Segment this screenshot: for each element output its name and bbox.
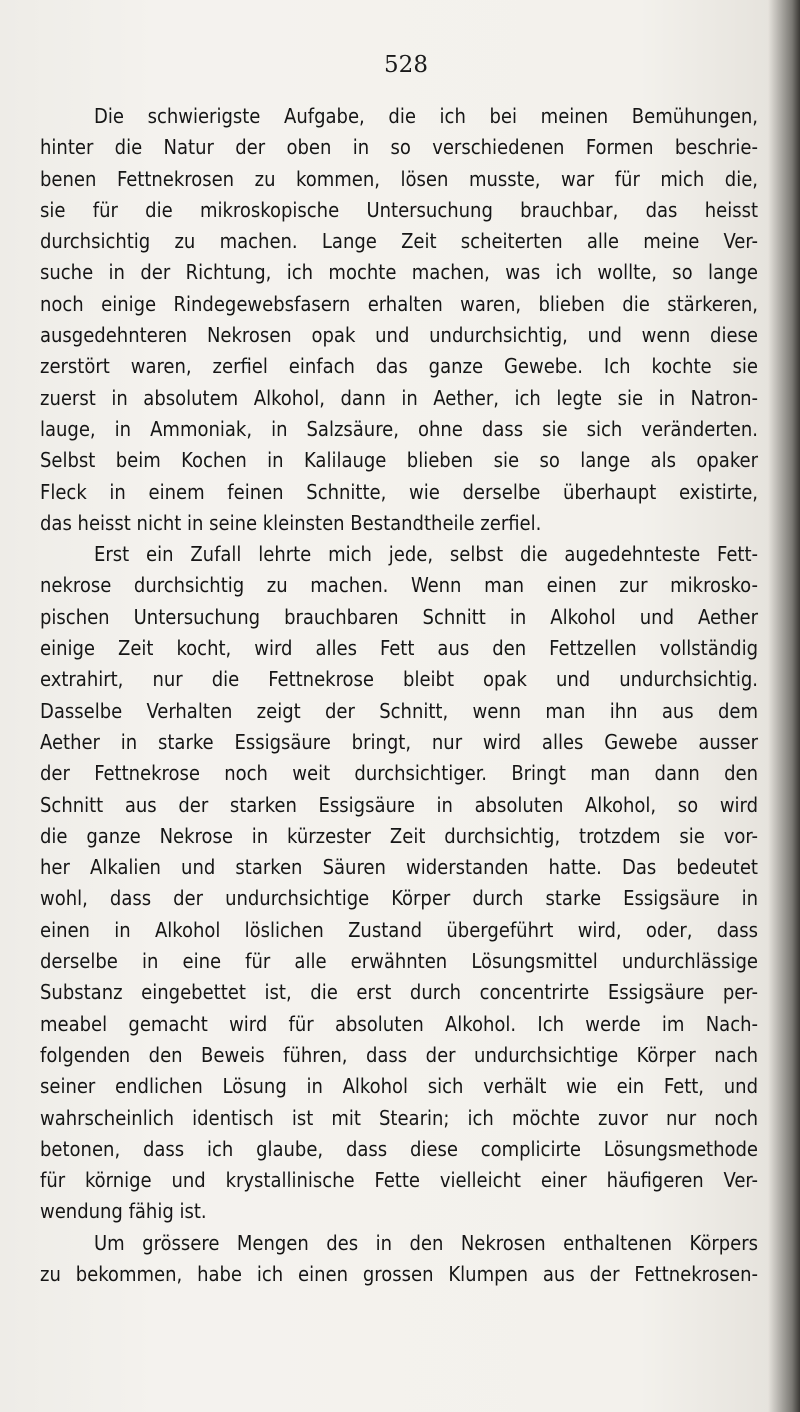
- text-line: suche in der Richtung, ich mochte machen, was ich wollte, so lange: [40, 260, 758, 285]
- text-line: Schnitt aus der starken Essigsäure in absoluten Alkohol, so wird: [40, 792, 758, 817]
- text-line: für körnige und krystallinische Fette vielleicht einer häufigeren Ver-: [40, 1168, 758, 1193]
- text-line: ausgedehnteren Nekrosen opak und undurchsichtig, und wenn diese: [40, 323, 758, 348]
- text-line: durchsichtig zu machen. Lange Zeit scheiterten alle meine Ver-: [40, 229, 758, 254]
- text-line: sie für die mikroskopische Untersuchung brauchbar, das heisst: [40, 197, 758, 222]
- text-line: zerstört waren, zerfiel einfach das ganze Gewebe. Ich kochte sie: [40, 354, 758, 379]
- paragraph-2: [40, 539, 758, 1228]
- text-line: Aether in starke Essigsäure bringt, nur wird alles Gewebe ausser: [40, 729, 758, 754]
- text-line: nekrose durchsichtig zu machen. Wenn man einen zur mikrosko-: [40, 573, 758, 598]
- text-line: lauge, in Ammoniak, in Salzsäure, ohne dass sie sich veränderten.: [40, 416, 758, 441]
- text-line: das heisst nicht in seine kleinsten Bestandtheile zerfiel.: [40, 510, 542, 535]
- text-line: Um grössere Mengen des in den Nekrosen enthaltenen Körpers: [94, 1230, 758, 1255]
- text-line: der Fettnekrose noch weit durchsichtiger. Bringt man dann den: [40, 761, 758, 786]
- text-line: pischen Untersuchung brauchbaren Schnitt in Alkohol und Aether: [40, 604, 758, 629]
- text-line: zu bekommen, habe ich einen grossen Klumpen aus der Fettnekrosen-: [40, 1261, 758, 1286]
- text-line: Fleck in einem feinen Schnitte, wie derselbe überhaupt existirte,: [40, 479, 758, 504]
- text-line: noch einige Rindegewebsfasern erhalten waren, blieben die stärkeren,: [40, 291, 758, 316]
- paragraph-3: [40, 1228, 758, 1291]
- text-line: einige Zeit kocht, wird alles Fett aus den Fettzellen vollständig: [40, 636, 758, 661]
- text-line: betonen, dass ich glaube, dass diese complicirte Lösungsmethode: [40, 1136, 758, 1161]
- text-line: meabel gemacht wird für absoluten Alkohol. Ich werde im Nach-: [40, 1011, 758, 1036]
- text-line: einen in Alkohol löslichen Zustand übergeführt wird, oder, dass: [40, 917, 758, 942]
- text-line: derselbe in eine für alle erwähnten Lösungsmittel undurchlässige: [40, 949, 758, 974]
- text-line: Dasselbe Verhalten zeigt der Schnitt, wenn man ihn aus dem: [40, 698, 758, 723]
- body-text: [40, 101, 758, 1290]
- text-line: benen Fettnekrosen zu kommen, lösen musste, war für mich die,: [40, 166, 758, 191]
- text-line: seiner endlichen Lösung in Alkohol sich verhält wie ein Fett, und: [40, 1074, 758, 1099]
- text-line: zuerst in absolutem Alkohol, dann in Aether, ich legte sie in Natron-: [40, 385, 758, 410]
- text-line: wendung fähig ist.: [40, 1199, 207, 1224]
- text-line: extrahirt, nur die Fettnekrose bleibt opak und undurchsichtig.: [40, 667, 758, 692]
- text-line: Substanz eingebettet ist, die erst durch concentrirte Essigsäure per-: [40, 980, 758, 1005]
- text-line: folgenden den Beweis führen, dass der undurchsichtige Körper nach: [40, 1042, 758, 1067]
- text-line: Erst ein Zufall lehrte mich jede, selbst die augedehnteste Fett-: [94, 542, 758, 567]
- text-line: wohl, dass der undurchsichtige Körper durch starke Essigsäure in: [40, 886, 758, 911]
- text-line: her Alkalien und starken Säuren widerstanden hatte. Das bedeutet: [40, 855, 758, 880]
- text-line: wahrscheinlich identisch ist mit Stearin; ich möchte zuvor nur noch: [40, 1105, 758, 1130]
- text-line: Selbst beim Kochen in Kalilauge blieben sie so lange als opaker: [40, 448, 758, 473]
- text-line: die ganze Nekrose in kürzester Zeit durchsichtig, trotzdem sie vor-: [40, 823, 758, 848]
- page-number: 528: [384, 52, 428, 78]
- text-line: hinter die Natur der oben in so verschiedenen Formen beschrie-: [40, 135, 758, 160]
- text-line: Die schwierigste Aufgabe, die ich bei meinen Bemühungen,: [94, 104, 758, 128]
- paragraph-1: [40, 101, 758, 539]
